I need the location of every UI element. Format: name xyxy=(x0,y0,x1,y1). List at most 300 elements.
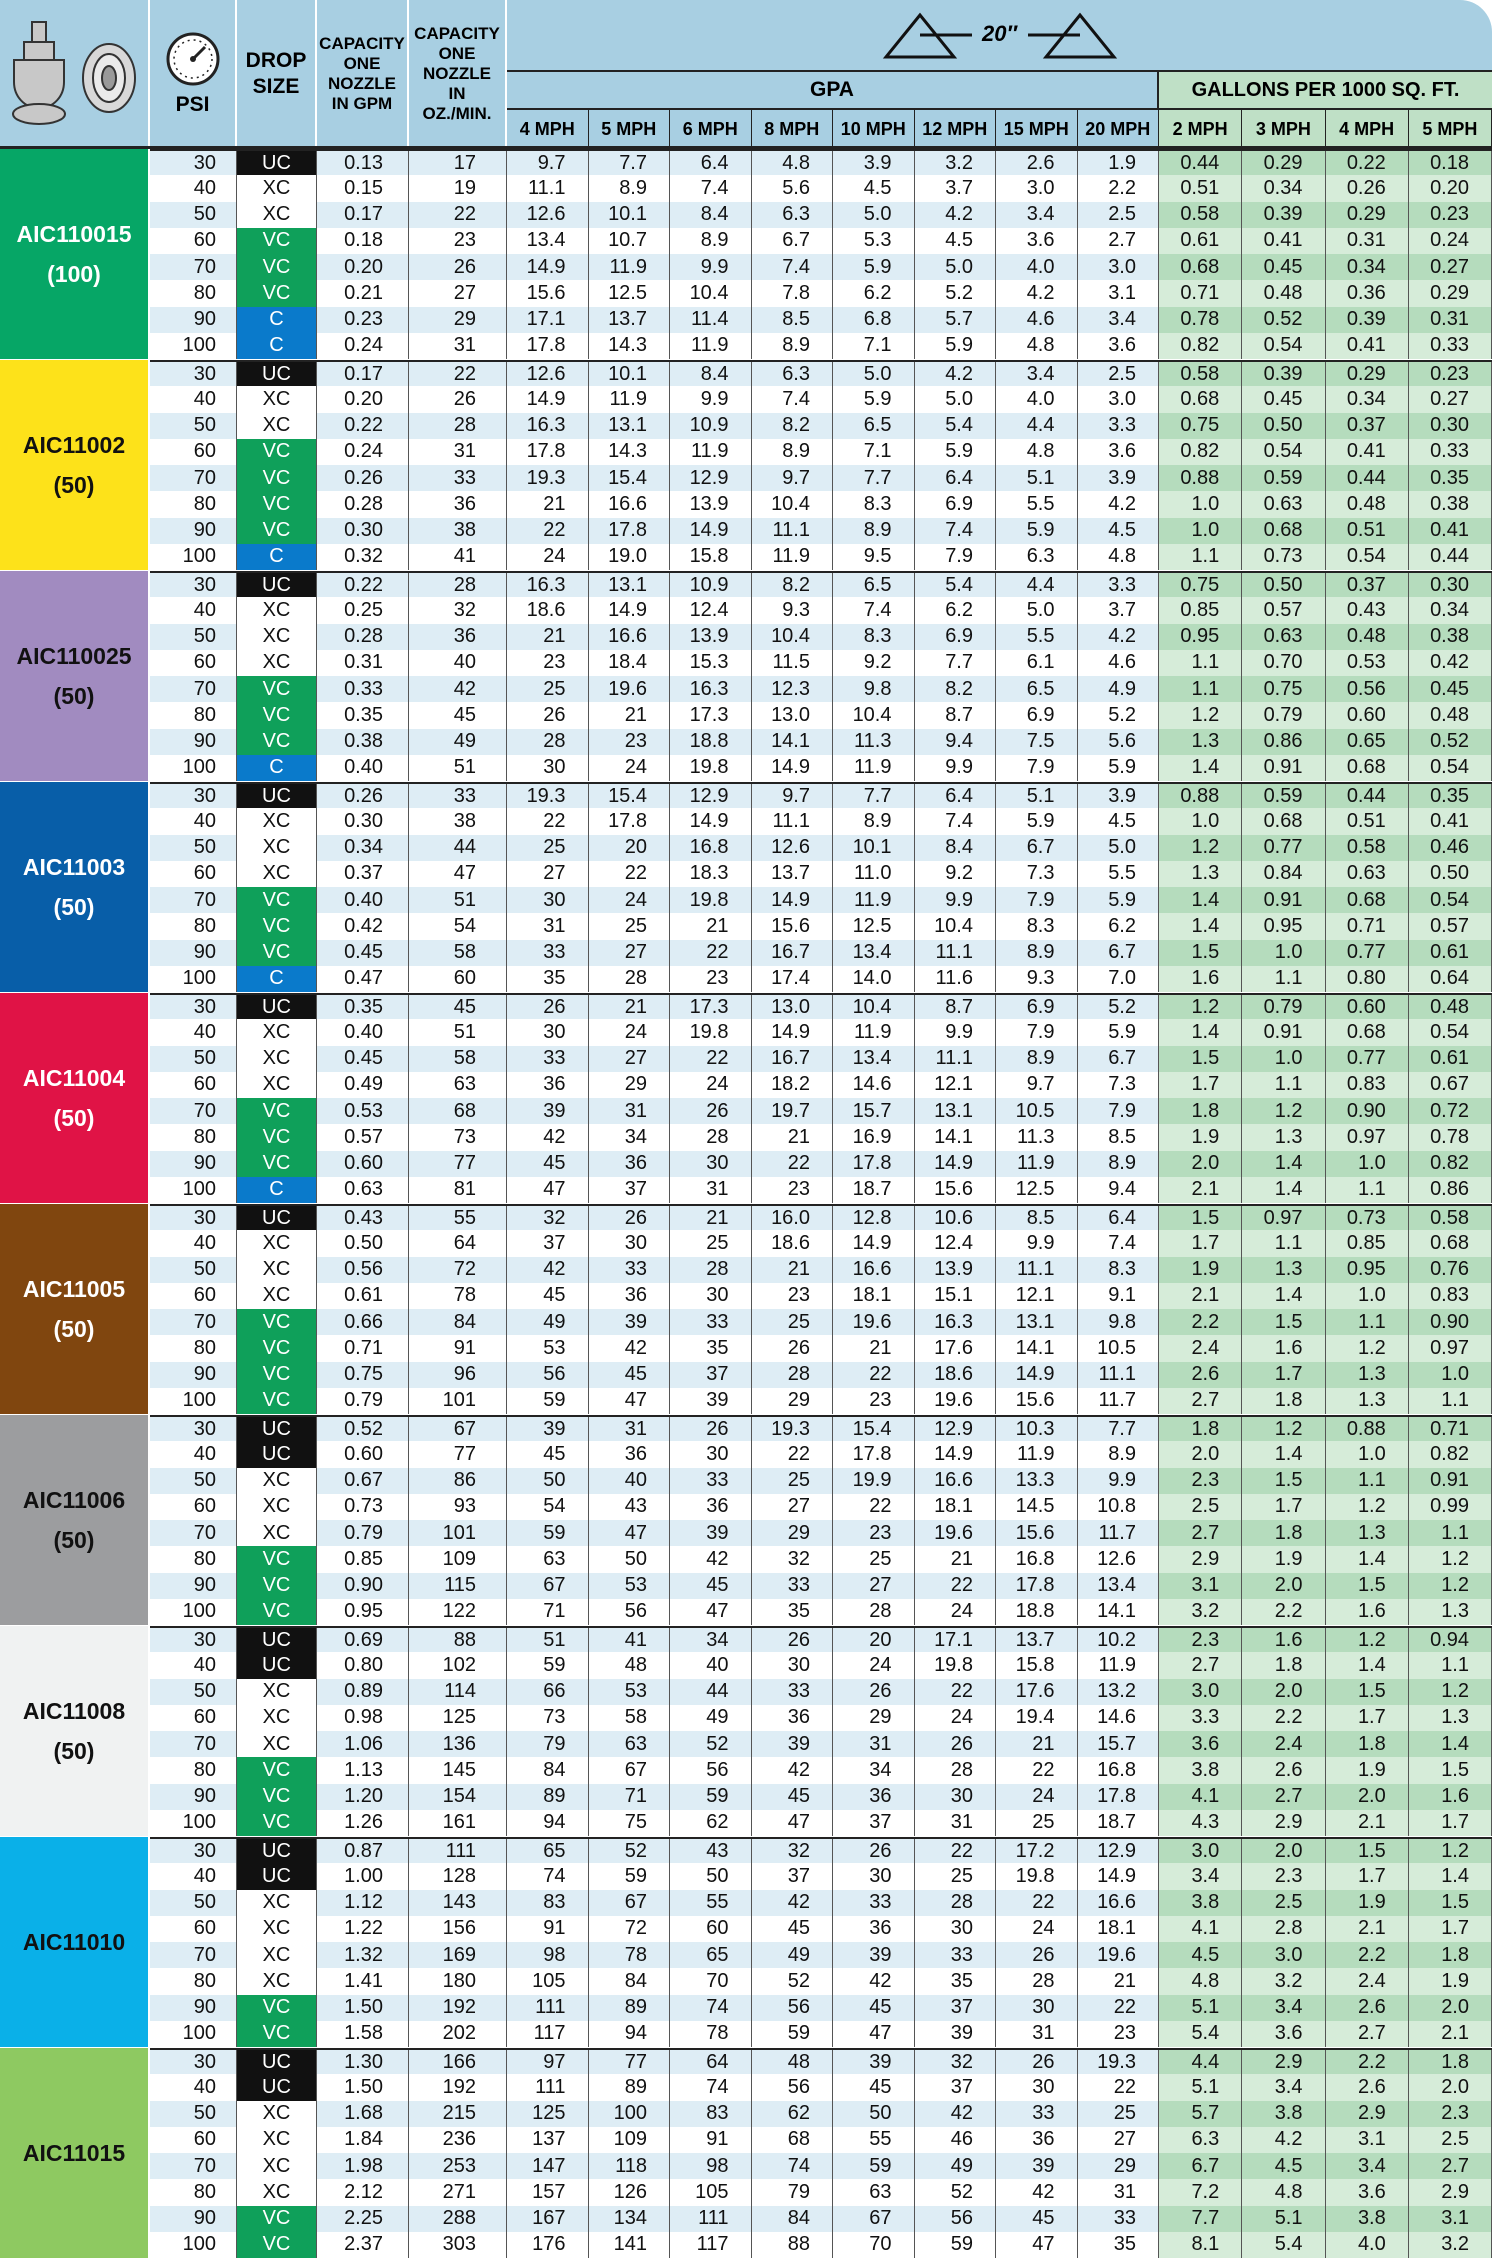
gpa-10mph-cell: 16.6 xyxy=(833,1257,915,1283)
gpa-6mph-cell: 37 xyxy=(670,1362,752,1388)
gpa-4mph-cell: 14.9 xyxy=(507,386,589,412)
psi-cell: 90 xyxy=(150,729,237,755)
gal-3mph-cell: 1.8 xyxy=(1242,1388,1325,1414)
gal-2mph-cell: 0.51 xyxy=(1159,175,1242,201)
gpa-12mph-cell: 5.9 xyxy=(915,333,997,359)
gpa-12mph-cell: 16.6 xyxy=(915,1468,997,1494)
gpa-15mph-cell: 19.8 xyxy=(996,1863,1078,1889)
gal-4mph-cell: 1.1 xyxy=(1326,1177,1409,1203)
psi-cell: 100 xyxy=(150,1810,237,1836)
gpa-6mph-cell: 26 xyxy=(670,1098,752,1124)
psi-cell: 80 xyxy=(150,1335,237,1361)
gal-4mph-cell: 1.3 xyxy=(1326,1362,1409,1388)
gpa-4mph-cell: 26 xyxy=(507,995,589,1019)
gpa-5mph-cell: 19.0 xyxy=(589,544,671,570)
drop-size-cell: UC xyxy=(237,362,317,386)
oz-label-line1: CAPACITY xyxy=(414,24,500,43)
gpa-6mph-cell: 111 xyxy=(670,2206,752,2232)
gpa-20mph-cell: 12.6 xyxy=(1078,1546,1160,1572)
gal-2mph-cell: 4.3 xyxy=(1159,1810,1242,1836)
gpa-8mph-cell: 23 xyxy=(752,1283,834,1309)
gal-2mph-cell: 3.8 xyxy=(1159,1890,1242,1916)
capacity-gpm-cell: 0.30 xyxy=(317,808,409,834)
gpa-5mph-cell: 17.8 xyxy=(589,808,671,834)
gpa-20mph-cell: 7.9 xyxy=(1078,1098,1160,1124)
gpa-5mph-cell: 48 xyxy=(589,1652,671,1678)
capacity-gpm-cell: 0.13 xyxy=(317,151,409,175)
gal-5mph-cell: 0.33 xyxy=(1409,333,1492,359)
gal-3mph-cell: 0.91 xyxy=(1242,887,1325,913)
gpa-6mph-cell: 62 xyxy=(670,1810,752,1836)
gpa-speed-header: 4 MPH xyxy=(507,108,589,148)
gpa-8mph-cell: 22 xyxy=(752,1151,834,1177)
table-row xyxy=(150,2206,1492,2232)
gpa-10mph-cell: 13.4 xyxy=(833,940,915,966)
capacity-gpm-cell: 0.22 xyxy=(317,573,409,597)
gal-3mph-cell: 2.2 xyxy=(1242,1599,1325,1625)
drop-size-cell: VC xyxy=(237,913,317,939)
capacity-gpm-cell: 0.28 xyxy=(317,491,409,517)
gpa-4mph-cell: 14.9 xyxy=(507,254,589,280)
gal-5mph-cell: 1.1 xyxy=(1409,1652,1492,1678)
gpa-5mph-cell: 10.7 xyxy=(589,228,671,254)
gal-3mph-cell: 2.3 xyxy=(1242,1863,1325,1889)
gpa-15mph-cell: 5.9 xyxy=(996,808,1078,834)
gal-2mph-cell: 0.68 xyxy=(1159,386,1242,412)
capacity-oz-cell: 77 xyxy=(409,1151,507,1177)
psi-cell: 30 xyxy=(150,995,237,1019)
capacity-oz-cell: 31 xyxy=(409,333,507,359)
gpa-10mph-cell: 10.4 xyxy=(833,995,915,1019)
gpa-15mph-cell: 7.5 xyxy=(996,729,1078,755)
gpa-8mph-cell: 25 xyxy=(752,1468,834,1494)
capacity-gpm-cell: 1.58 xyxy=(317,2021,409,2047)
gal-2mph-cell: 1.0 xyxy=(1159,808,1242,834)
gpa-20mph-cell: 11.7 xyxy=(1078,1388,1160,1414)
capacity-gpm-cell: 1.20 xyxy=(317,1784,409,1810)
gal-5mph-cell: 1.3 xyxy=(1409,1599,1492,1625)
capacity-oz-cell: 101 xyxy=(409,1388,507,1414)
gpa-15mph-cell: 10.5 xyxy=(996,1098,1078,1124)
capacity-oz-cell: 145 xyxy=(409,1757,507,1783)
gal-3mph-cell: 0.34 xyxy=(1242,175,1325,201)
gpa-4mph-cell: 51 xyxy=(507,1628,589,1652)
gpa-12mph-cell: 19.6 xyxy=(915,1520,997,1546)
gpa-10mph-cell: 8.3 xyxy=(833,491,915,517)
gal-3mph-cell: 3.4 xyxy=(1242,2074,1325,2100)
gal-4mph-cell: 0.88 xyxy=(1326,1417,1409,1441)
gpa-15mph-cell: 18.8 xyxy=(996,1599,1078,1625)
gal-4mph-cell: 0.41 xyxy=(1326,333,1409,359)
gpa-15mph-cell: 11.1 xyxy=(996,1257,1078,1283)
gal-5mph-cell: 0.57 xyxy=(1409,913,1492,939)
gpa-10mph-cell: 5.0 xyxy=(833,202,915,228)
table-row xyxy=(150,1995,1492,2021)
gal-5mph-cell: 0.27 xyxy=(1409,254,1492,280)
table-row xyxy=(150,573,1492,597)
gal-4mph-cell: 2.7 xyxy=(1326,2021,1409,2047)
gal-4mph-cell: 0.54 xyxy=(1326,544,1409,570)
gpa-4mph-cell: 111 xyxy=(507,2074,589,2100)
gpa-6mph-cell: 22 xyxy=(670,940,752,966)
capacity-gpm-cell: 0.53 xyxy=(317,1098,409,1124)
gpa-15mph-cell: 7.3 xyxy=(996,861,1078,887)
gpa-6mph-cell: 19.8 xyxy=(670,755,752,781)
gal-3mph-cell: 0.41 xyxy=(1242,228,1325,254)
capacity-gpm-cell: 0.30 xyxy=(317,518,409,544)
gal-2mph-cell: 2.0 xyxy=(1159,1441,1242,1467)
gpa-8mph-cell: 33 xyxy=(752,1679,834,1705)
gpa-20mph-cell: 19.6 xyxy=(1078,1942,1160,1968)
gpa-12mph-cell: 15.1 xyxy=(915,1283,997,1309)
gpa-10mph-cell: 67 xyxy=(833,2206,915,2232)
gpa-4mph-cell: 84 xyxy=(507,1757,589,1783)
gpa-20mph-cell: 33 xyxy=(1078,2206,1160,2232)
gpa-20mph-cell: 3.0 xyxy=(1078,386,1160,412)
gal-3mph-cell: 0.75 xyxy=(1242,676,1325,702)
gal-3mph-cell: 2.7 xyxy=(1242,1784,1325,1810)
capacity-oz-cell: 166 xyxy=(409,2050,507,2074)
gpa-20mph-cell: 16.6 xyxy=(1078,1890,1160,1916)
psi-cell: 60 xyxy=(150,1705,237,1731)
capacity-oz-cell: 45 xyxy=(409,702,507,728)
gpa-10mph-cell: 5.3 xyxy=(833,228,915,254)
capacity-gpm-cell: 0.40 xyxy=(317,755,409,781)
gpa-8mph-cell: 12.3 xyxy=(752,676,834,702)
capacity-oz-cell: 128 xyxy=(409,1863,507,1889)
gpa-10mph-cell: 30 xyxy=(833,1863,915,1889)
gpa-8mph-cell: 52 xyxy=(752,1968,834,1994)
gpa-15mph-cell: 17.8 xyxy=(996,1573,1078,1599)
gal-3mph-cell: 0.95 xyxy=(1242,913,1325,939)
psi-cell: 60 xyxy=(150,1494,237,1520)
psi-cell: 60 xyxy=(150,1916,237,1942)
capacity-oz-header xyxy=(409,0,507,148)
psi-header xyxy=(150,0,237,148)
gal-3mph-cell: 4.8 xyxy=(1242,2179,1325,2205)
gpa-5mph-cell: 39 xyxy=(589,1309,671,1335)
table-row xyxy=(150,228,1492,254)
gpa-6mph-cell: 30 xyxy=(670,1441,752,1467)
gpa-20mph-cell: 3.3 xyxy=(1078,413,1160,439)
gal-2mph-cell: 3.0 xyxy=(1159,1839,1242,1863)
table-row xyxy=(150,1441,1492,1467)
gpa-5mph-cell: 36 xyxy=(589,1283,671,1309)
capacity-oz-cell: 40 xyxy=(409,650,507,676)
gpa-10mph-cell: 15.4 xyxy=(833,1417,915,1441)
gpa-15mph-cell: 4.8 xyxy=(996,439,1078,465)
gal-2mph-cell: 0.95 xyxy=(1159,624,1242,650)
gpa-4mph-cell: 17.1 xyxy=(507,307,589,333)
drop-size-cell: VC xyxy=(237,254,317,280)
gpa-20mph-cell: 13.2 xyxy=(1078,1679,1160,1705)
gpa-8mph-cell: 45 xyxy=(752,1916,834,1942)
psi-cell: 40 xyxy=(150,1863,237,1889)
psi-cell: 50 xyxy=(150,413,237,439)
capacity-oz-cell: 54 xyxy=(409,913,507,939)
gal-2mph-cell: 1.1 xyxy=(1159,544,1242,570)
capacity-gpm-cell: 0.21 xyxy=(317,280,409,306)
gpa-4mph-cell: 125 xyxy=(507,2101,589,2127)
gal-3mph-cell: 0.97 xyxy=(1242,1206,1325,1230)
table-row xyxy=(150,1652,1492,1678)
table-row xyxy=(150,1520,1492,1546)
capacity-oz-cell: 31 xyxy=(409,439,507,465)
gpa-20mph-cell: 4.8 xyxy=(1078,544,1160,570)
gal-4mph-cell: 2.2 xyxy=(1326,2050,1409,2074)
gal-2mph-cell: 5.4 xyxy=(1159,2021,1242,2047)
gpa-4mph-cell: 16.3 xyxy=(507,573,589,597)
gpa-4mph-cell: 59 xyxy=(507,1652,589,1678)
gpa-6mph-cell: 36 xyxy=(670,1494,752,1520)
gpa-15mph-cell: 7.9 xyxy=(996,755,1078,781)
gpa-5mph-cell: 21 xyxy=(589,995,671,1019)
gal-3mph-cell: 1.9 xyxy=(1242,1546,1325,1572)
gpa-15mph-cell: 3.4 xyxy=(996,362,1078,386)
psi-cell: 50 xyxy=(150,835,237,861)
gpa-4mph-cell: 91 xyxy=(507,1916,589,1942)
psi-cell: 60 xyxy=(150,228,237,254)
gpa-12mph-cell: 13.1 xyxy=(915,1098,997,1124)
drop-size-cell: XC xyxy=(237,597,317,623)
gpa-6mph-cell: 12.4 xyxy=(670,597,752,623)
gpa-5mph-cell: 15.4 xyxy=(589,784,671,808)
gpa-12mph-cell: 7.7 xyxy=(915,650,997,676)
gpa-12mph-cell: 14.9 xyxy=(915,1151,997,1177)
gpa-12mph-cell: 35 xyxy=(915,1968,997,1994)
table-row xyxy=(150,1309,1492,1335)
gpa-15mph-cell: 8.9 xyxy=(996,940,1078,966)
gpa-20mph-cell: 8.5 xyxy=(1078,1124,1160,1150)
gpa-20mph-cell: 27 xyxy=(1078,2127,1160,2153)
nozzle-group xyxy=(0,1626,1492,1836)
table-row xyxy=(150,1468,1492,1494)
table-row xyxy=(150,835,1492,861)
drop-size-cell: XC xyxy=(237,1283,317,1309)
gallons-speed-header: 5 MPH xyxy=(1409,108,1492,148)
gpa-8mph-cell: 23 xyxy=(752,1177,834,1203)
nozzle-group-label xyxy=(0,571,150,781)
table-row xyxy=(150,1230,1492,1256)
table-row xyxy=(150,1417,1492,1441)
nozzle-group xyxy=(0,782,1492,992)
table-row xyxy=(150,491,1492,517)
gpa-8mph-cell: 11.5 xyxy=(752,650,834,676)
gpa-5mph-cell: 14.9 xyxy=(589,597,671,623)
table-row xyxy=(150,1784,1492,1810)
gpa-10mph-cell: 8.9 xyxy=(833,518,915,544)
gpa-5mph-cell: 53 xyxy=(589,1679,671,1705)
gal-5mph-cell: 1.8 xyxy=(1409,1942,1492,1968)
gpa-speed-header: 6 MPH xyxy=(670,108,752,148)
gal-5mph-cell: 2.9 xyxy=(1409,2179,1492,2205)
gpa-4mph-cell: 32 xyxy=(507,1206,589,1230)
gpa-5mph-cell: 16.6 xyxy=(589,491,671,517)
gal-2mph-cell: 1.5 xyxy=(1159,1046,1242,1072)
gpa-12mph-cell: 4.5 xyxy=(915,228,997,254)
gpa-6mph-cell: 10.4 xyxy=(670,280,752,306)
gpa-5mph-cell: 50 xyxy=(589,1546,671,1572)
gpa-6mph-cell: 40 xyxy=(670,1652,752,1678)
gpa-8mph-cell: 68 xyxy=(752,2127,834,2153)
gal-4mph-cell: 1.1 xyxy=(1326,1309,1409,1335)
gpa-8mph-cell: 56 xyxy=(752,1995,834,2021)
psi-cell: 70 xyxy=(150,1731,237,1757)
gal-2mph-cell: 0.61 xyxy=(1159,228,1242,254)
gal-5mph-cell: 0.76 xyxy=(1409,1257,1492,1283)
gpa-6mph-cell: 10.9 xyxy=(670,413,752,439)
gpa-15mph-cell: 14.9 xyxy=(996,1362,1078,1388)
gpa-20mph-cell: 17.8 xyxy=(1078,1784,1160,1810)
table-row xyxy=(150,1124,1492,1150)
gpa-5mph-cell: 7.7 xyxy=(589,151,671,175)
gal-4mph-cell: 0.36 xyxy=(1326,280,1409,306)
gpa-6mph-cell: 98 xyxy=(670,2153,752,2179)
capacity-gpm-cell: 0.57 xyxy=(317,1124,409,1150)
drop-size-cell: VC xyxy=(237,1599,317,1625)
gpa-6mph-cell: 50 xyxy=(670,1863,752,1889)
gpa-12mph-cell: 7.9 xyxy=(915,544,997,570)
gpa-8mph-cell: 48 xyxy=(752,2050,834,2074)
gal-2mph-cell: 2.1 xyxy=(1159,1283,1242,1309)
gpa-20mph-cell: 11.1 xyxy=(1078,1362,1160,1388)
gal-3mph-cell: 3.2 xyxy=(1242,1968,1325,1994)
gpa-20mph-cell: 5.9 xyxy=(1078,755,1160,781)
gpa-5mph-cell: 100 xyxy=(589,2101,671,2127)
gpa-12mph-cell: 30 xyxy=(915,1784,997,1810)
gpa-4mph-cell: 59 xyxy=(507,1520,589,1546)
gal-3mph-cell: 0.86 xyxy=(1242,729,1325,755)
gpa-12mph-cell: 16.3 xyxy=(915,1309,997,1335)
capacity-gpm-cell: 1.13 xyxy=(317,1757,409,1783)
gpa-8mph-cell: 8.9 xyxy=(752,439,834,465)
gpa-15mph-cell: 4.0 xyxy=(996,254,1078,280)
gpa-20mph-cell: 6.7 xyxy=(1078,940,1160,966)
gal-5mph-cell: 0.35 xyxy=(1409,784,1492,808)
gpa-8mph-cell: 9.7 xyxy=(752,784,834,808)
gal-5mph-cell: 0.29 xyxy=(1409,280,1492,306)
gpa-10mph-cell: 6.2 xyxy=(833,280,915,306)
gpa-4mph-cell: 30 xyxy=(507,1019,589,1045)
gal-4mph-cell: 0.97 xyxy=(1326,1124,1409,1150)
capacity-gpm-cell: 0.60 xyxy=(317,1441,409,1467)
table-row xyxy=(150,995,1492,1019)
gal-5mph-cell: 1.2 xyxy=(1409,1839,1492,1863)
table-row xyxy=(150,913,1492,939)
table-row xyxy=(150,2153,1492,2179)
gal-2mph-cell: 1.9 xyxy=(1159,1124,1242,1150)
gpa-10mph-cell: 15.7 xyxy=(833,1098,915,1124)
gpa-8mph-cell: 27 xyxy=(752,1494,834,1520)
gpa-10mph-cell: 9.2 xyxy=(833,650,915,676)
gpa-12mph-cell: 13.9 xyxy=(915,1257,997,1283)
capacity-gpm-cell: 0.71 xyxy=(317,1335,409,1361)
table-row xyxy=(150,151,1492,175)
drop-size-cell: XC xyxy=(237,1046,317,1072)
gpa-10mph-cell: 9.5 xyxy=(833,544,915,570)
gpa-5mph-cell: 78 xyxy=(589,1942,671,1968)
gpa-6mph-cell: 19.8 xyxy=(670,887,752,913)
gpa-10mph-cell: 21 xyxy=(833,1335,915,1361)
gal-4mph-cell: 0.34 xyxy=(1326,254,1409,280)
capacity-oz-cell: 29 xyxy=(409,307,507,333)
gal-2mph-cell: 1.2 xyxy=(1159,995,1242,1019)
gpa-10mph-cell: 14.6 xyxy=(833,1072,915,1098)
psi-cell: 100 xyxy=(150,1599,237,1625)
drop-size-cell: VC xyxy=(237,702,317,728)
capacity-oz-cell: 51 xyxy=(409,887,507,913)
gpa-4mph-cell: 37 xyxy=(507,1230,589,1256)
drop-size-cell: XC xyxy=(237,1072,317,1098)
drop-size-cell: XC xyxy=(237,175,317,201)
gpa-12mph-cell: 56 xyxy=(915,2206,997,2232)
gal-4mph-cell: 1.3 xyxy=(1326,1520,1409,1546)
gpa-15mph-cell: 6.1 xyxy=(996,650,1078,676)
gal-5mph-cell: 0.50 xyxy=(1409,861,1492,887)
table-row xyxy=(150,2101,1492,2127)
drop-size-cell: VC xyxy=(237,2206,317,2232)
gpa-12mph-cell: 26 xyxy=(915,1731,997,1757)
nozzle-image-cell xyxy=(0,0,150,148)
gal-3mph-cell: 1.0 xyxy=(1242,1046,1325,1072)
gal-4mph-cell: 0.83 xyxy=(1326,1072,1409,1098)
nozzle-model: AIC11015 xyxy=(22,2140,126,2166)
gal-3mph-cell: 0.54 xyxy=(1242,333,1325,359)
gal-5mph-cell: 0.18 xyxy=(1409,151,1492,175)
gpa-5mph-cell: 52 xyxy=(589,1839,671,1863)
gpa-10mph-cell: 7.1 xyxy=(833,333,915,359)
gal-4mph-cell: 1.7 xyxy=(1326,1705,1409,1731)
gpa-15mph-cell: 45 xyxy=(996,2206,1078,2232)
nozzle-model: AIC11002 xyxy=(22,432,126,458)
drop-size-cell: VC xyxy=(237,228,317,254)
gpa-4mph-cell: 42 xyxy=(507,1257,589,1283)
gpa-5mph-cell: 31 xyxy=(589,1417,671,1441)
capacity-gpm-cell: 2.12 xyxy=(317,2179,409,2205)
gpa-15mph-cell: 8.9 xyxy=(996,1046,1078,1072)
gpa-15mph-cell: 9.7 xyxy=(996,1072,1078,1098)
gal-4mph-cell: 0.37 xyxy=(1326,413,1409,439)
gal-4mph-cell: 2.0 xyxy=(1326,1784,1409,1810)
gpa-8mph-cell: 62 xyxy=(752,2101,834,2127)
gpa-5mph-cell: 14.3 xyxy=(589,439,671,465)
drop-size-cell: C xyxy=(237,307,317,333)
gpa-12mph-cell: 52 xyxy=(915,2179,997,2205)
table-row xyxy=(150,1679,1492,1705)
gal-2mph-cell: 7.7 xyxy=(1159,2206,1242,2232)
gpa-20mph-cell: 22 xyxy=(1078,2074,1160,2100)
gpa-12mph-cell: 28 xyxy=(915,1890,997,1916)
capacity-oz-cell: 91 xyxy=(409,1335,507,1361)
gpa-4mph-cell: 97 xyxy=(507,2050,589,2074)
gpa-5mph-cell: 42 xyxy=(589,1335,671,1361)
gpa-5mph-cell: 25 xyxy=(589,913,671,939)
gpa-20mph-cell: 4.5 xyxy=(1078,518,1160,544)
gpa-8mph-cell: 29 xyxy=(752,1520,834,1546)
gal-4mph-cell: 0.56 xyxy=(1326,676,1409,702)
gal-3mph-cell: 0.77 xyxy=(1242,835,1325,861)
gal-5mph-cell: 0.20 xyxy=(1409,175,1492,201)
nozzle-group-label xyxy=(0,782,150,992)
gpa-12mph-cell: 3.7 xyxy=(915,175,997,201)
gpa-6mph-cell: 43 xyxy=(670,1839,752,1863)
gpa-20mph-cell: 3.0 xyxy=(1078,254,1160,280)
capacity-oz-cell: 19 xyxy=(409,175,507,201)
gpa-5mph-cell: 24 xyxy=(589,755,671,781)
gpa-12mph-cell: 9.9 xyxy=(915,1019,997,1045)
gpa-20mph-cell: 5.6 xyxy=(1078,729,1160,755)
psi-cell: 90 xyxy=(150,1151,237,1177)
